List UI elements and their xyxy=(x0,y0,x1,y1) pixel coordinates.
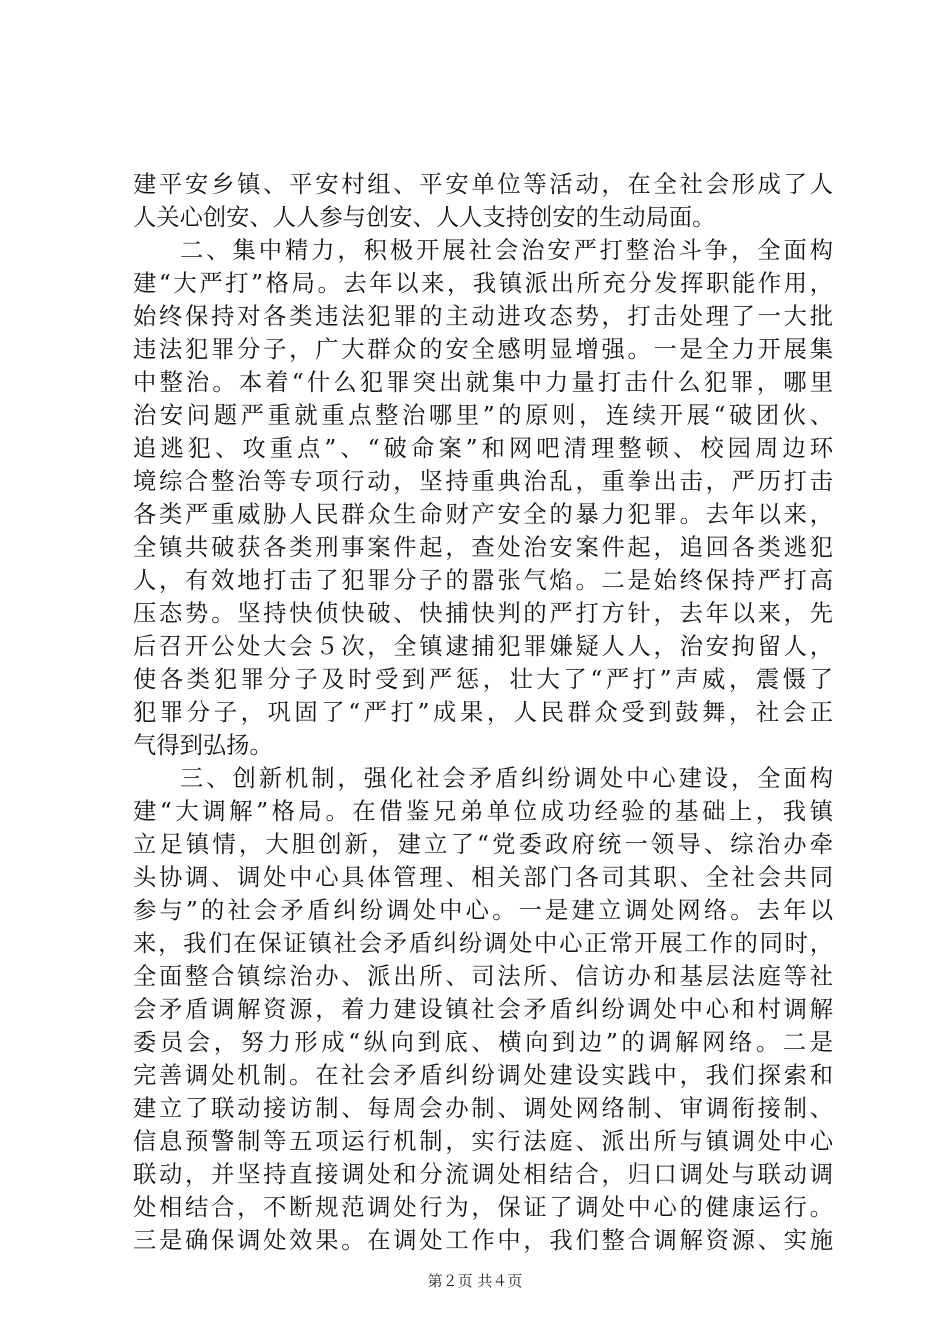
text-line: 全镇共破获各类刑事案件起，查处治安案件起，追回各类逃犯 xyxy=(133,534,833,561)
text-line: 犯罪分子，巩固了“严打”成果，人民群众受到鼓舞，社会正 xyxy=(133,699,833,726)
text-line: 始终保持对各类违法犯罪的主动进攻态势，打击处理了一大批 xyxy=(133,303,833,330)
page-footer xyxy=(0,1270,950,1291)
document-body xyxy=(133,168,833,1257)
text-line: 建平安乡镇、平安村组、平安单位等活动，在全社会形成了人 xyxy=(133,171,833,198)
page-number-label: 第２页 共４页 xyxy=(427,1272,523,1290)
text-line: 联动，并坚持直接调处和分流调处相结合，归口调处与联动调 xyxy=(133,1161,833,1188)
text-line: 后召开公处大会５次，全镇逮捕犯罪嫌疑人人，治安拘留人， xyxy=(133,633,833,660)
text-line: 委员会，努力形成“纵向到底、横向到边”的调解网络。二是 xyxy=(133,1029,833,1056)
text-line: 建“大严打”格局。去年以来，我镇派出所充分发挥职能作用， xyxy=(133,270,833,297)
text-line: 头协调、调处中心具体管理、相关部门各司其职、全社会共同 xyxy=(133,864,833,891)
text-line: 全面整合镇综治办、派出所、司法所、信访办和基层法庭等社 xyxy=(133,963,833,990)
text-line: 境综合整治等专项行动，坚持重典治乱，重拳出击，严历打击 xyxy=(133,468,833,495)
text-line: 追逃犯、攻重点”、“破命案”和网吧清理整顿、校园周边环 xyxy=(133,435,833,462)
text-line: 立足镇情，大胆创新，建立了“党委政府统一领导、综治办牵 xyxy=(133,831,833,858)
text-line: 各类严重威胁人民群众生命财产安全的暴力犯罪。去年以来， xyxy=(133,501,833,528)
text-line: 信息预警制等五项运行机制，实行法庭、派出所与镇调处中心 xyxy=(133,1128,833,1155)
text-line: 会矛盾调解资源，着力建设镇社会矛盾纠纷调处中心和村调解 xyxy=(133,996,833,1023)
text-line: 人关心创安、人人参与创安、人人支持创安的生动局面。 xyxy=(133,204,716,231)
text-line: 违法犯罪分子，广大群众的安全感明显增强。一是全力开展集 xyxy=(133,336,833,363)
text-line: 中整治。本着“什么犯罪突出就集中力量打击什么犯罪，哪里 xyxy=(133,369,833,396)
text-line: 处相结合，不断规范调处行为，保证了调处中心的健康运行。 xyxy=(133,1194,833,1221)
text-line: 来，我们在保证镇社会矛盾纠纷调处中心正常开展工作的同时， xyxy=(133,930,833,957)
text-line: 压态势。坚持快侦快破、快捕快判的严打方针，去年以来，先 xyxy=(133,600,833,627)
paragraph-start-line: 二、集中精力，积极开展社会治安严打整治斗争，全面构 xyxy=(180,237,833,264)
text-line: 建“大调解”格局。在借鉴兄弟单位成功经验的基础上，我镇 xyxy=(133,798,833,825)
text-line: 完善调处机制。在社会矛盾纠纷调处建设实践中，我们探索和 xyxy=(133,1062,833,1089)
text-line: 建立了联动接访制、每周会办制、调处网络制、审调衔接制、 xyxy=(133,1095,833,1122)
text-line: 气得到弘扬。 xyxy=(133,732,273,759)
text-line: 使各类犯罪分子及时受到严惩，壮大了“严打”声威，震慑了 xyxy=(133,666,833,693)
text-line: 人，有效地打击了犯罪分子的嚣张气焰。二是始终保持严打高 xyxy=(133,567,833,594)
text-line: 治安问题严重就重点整治哪里”的原则，连续开展“破团伙、 xyxy=(133,402,833,429)
paragraph-start-line: 三、创新机制，强化社会矛盾纠纷调处中心建设，全面构 xyxy=(180,765,833,792)
text-line: 三是确保调处效果。在调处工作中，我们整合调解资源、实施 xyxy=(133,1227,833,1254)
text-line: 参与”的社会矛盾纠纷调处中心。一是建立调处网络。去年以 xyxy=(133,897,833,924)
